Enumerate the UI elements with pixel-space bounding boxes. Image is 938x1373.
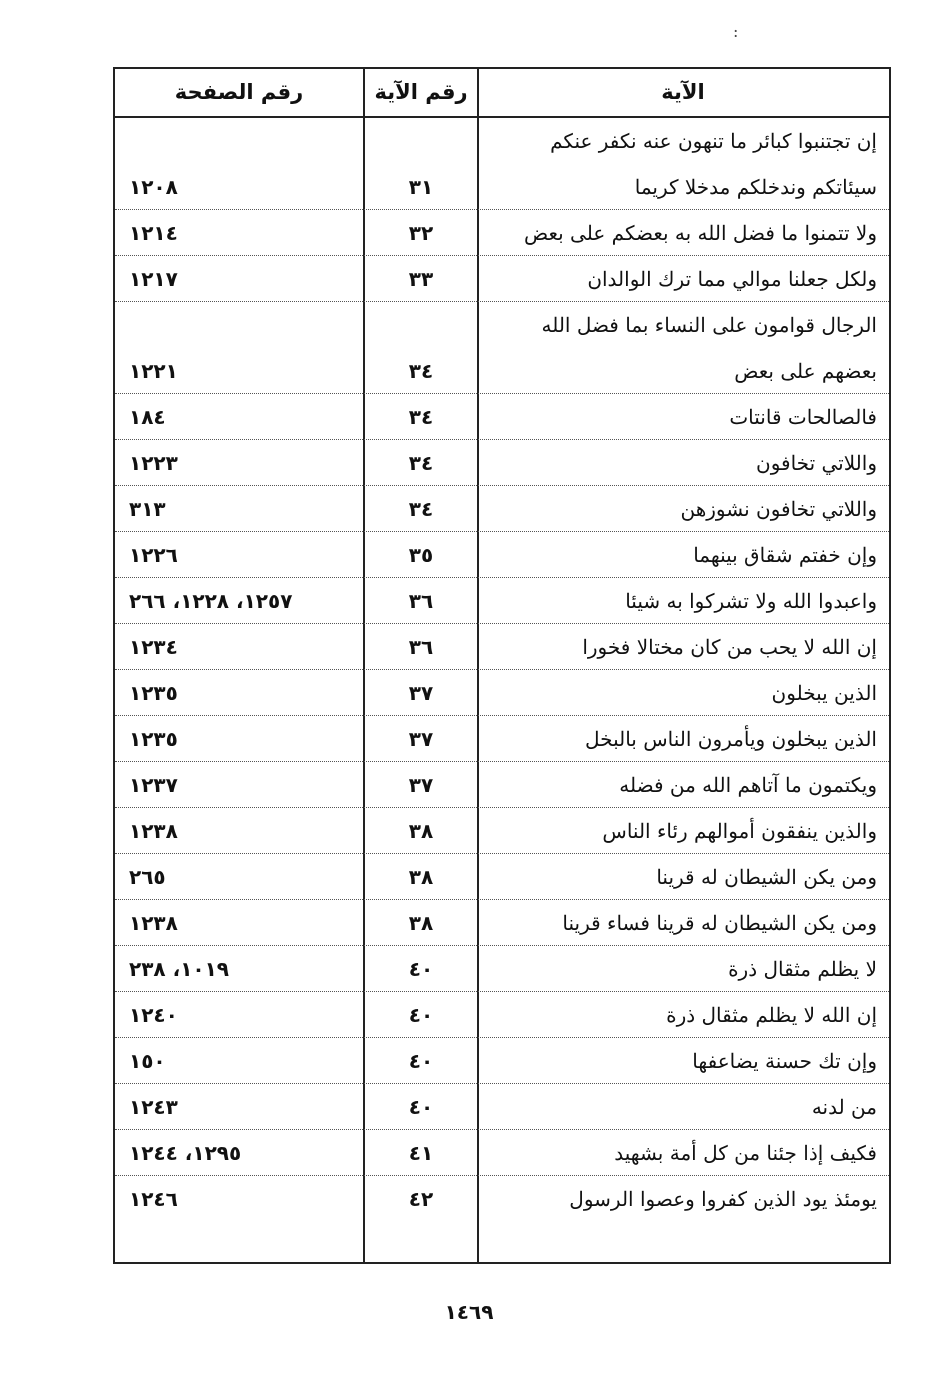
header-verse: الآية [661, 80, 705, 104]
table-row [115, 1038, 889, 1084]
verse-text: الذين يبخلون [771, 681, 877, 705]
page-reference: ١٢٢١ [129, 359, 178, 383]
page-reference: ١٢٢٣ [129, 451, 178, 475]
index-table [113, 67, 891, 1264]
page-reference: ١٢٥٧، ١٢٢٨، ٢٦٦ [129, 589, 293, 613]
verse-text: فكيف إذا جئنا من كل أمة بشهيد [614, 1141, 877, 1165]
verse-number: ٣٦ [408, 589, 434, 613]
page-reference: ١٢١٧ [129, 267, 178, 291]
page-reference: ١٢٩٥، ١٢٤٤ [129, 1141, 242, 1165]
verse-number: ٣٧ [408, 727, 434, 751]
table-row [115, 670, 889, 716]
verse-number: ٣٨ [408, 865, 434, 889]
page-reference: ٢٦٥ [129, 865, 166, 889]
verse-number: ٣٦ [408, 635, 434, 659]
page-reference: ١٢٣٨ [129, 819, 178, 843]
verse-number: ٣٤ [408, 359, 434, 383]
verse-text: واعبدوا الله ولا تشركوا به شيئا [625, 589, 877, 613]
verse-number: ٣٧ [408, 681, 434, 705]
table-row [115, 900, 889, 946]
verse-number: ٤١ [408, 1141, 434, 1165]
page-reference: ١٢٣٥ [129, 727, 178, 751]
page-reference: ١٨٤ [129, 405, 166, 429]
table-row [115, 808, 889, 854]
verse-text: ولكل جعلنا موالي مما ترك الوالدان [587, 267, 877, 291]
top-mark: : [733, 22, 739, 41]
table-header [115, 69, 889, 118]
verse-text: وإن تك حسنة يضاعفها [692, 1049, 877, 1073]
table-row [115, 992, 889, 1038]
verse-number: ٣١ [408, 175, 434, 199]
verse-text: إن تجتنبوا كبائر ما تنهون عنه نكفر عنكم [550, 129, 877, 153]
verse-number: ٣٧ [408, 773, 434, 797]
page-reference: ١٠١٩، ٢٣٨ [129, 957, 230, 981]
table-row [115, 118, 889, 210]
verse-text: سيئاتكم وندخلكم مدخلا كريما [634, 175, 877, 199]
table-row [115, 440, 889, 486]
verse-text: إن الله لا يحب من كان مختالا فخورا [582, 635, 877, 659]
verse-number: ٣٣ [408, 267, 434, 291]
verse-number: ٣٨ [408, 911, 434, 935]
verse-number: ٣٨ [408, 819, 434, 843]
table-row [115, 1176, 889, 1222]
verse-text: واللاتي تخافون [756, 451, 877, 475]
table-row [115, 946, 889, 992]
table-row [115, 762, 889, 808]
verse-text: الذين يبخلون ويأمرون الناس بالبخل [585, 727, 877, 751]
verse-text: بعضهم على بعض [734, 359, 877, 383]
verse-text: لا يظلم مثقال ذرة [728, 957, 877, 981]
page-reference: ١٢٣٧ [129, 773, 178, 797]
verse-text: ولا تتمنوا ما فضل الله به بعضكم على بعض [523, 221, 877, 245]
page-reference: ١٢٤٦ [129, 1187, 178, 1211]
page-reference: ١٢٣٥ [129, 681, 178, 705]
table-row [115, 624, 889, 670]
table-row [115, 578, 889, 624]
verse-number: ٤٠ [408, 1095, 434, 1119]
verse-text: وإن خفتم شقاق بينهما [693, 543, 877, 567]
table-row [115, 716, 889, 762]
table-row [115, 256, 889, 302]
verse-text: فالصالحات قانتات [729, 405, 877, 429]
verse-text: واللاتي تخافون نشوزهن [680, 497, 877, 521]
table-row [115, 1130, 889, 1176]
verse-number: ٤٢ [408, 1187, 434, 1211]
page-reference: ١٢٢٦ [129, 543, 178, 567]
table-row [115, 394, 889, 440]
table-row [115, 302, 889, 394]
page-reference: ١٢٤٣ [129, 1095, 178, 1119]
verse-text: ومن يكن الشيطان له قرينا فساء قرينا [562, 911, 877, 935]
page-reference: ١٢٣٨ [129, 911, 178, 935]
verse-number: ٣٥ [408, 543, 434, 567]
verse-number: ٣٢ [408, 221, 434, 245]
verse-text: يومئذ يود الذين كفروا وعصوا الرسول [569, 1187, 877, 1211]
page-number: ١٤٦٩ [444, 1300, 494, 1324]
verse-text: ويكتمون ما آتاهم الله من فضله [619, 773, 877, 797]
verse-text: والذين ينفقون أموالهم رئاء الناس [602, 819, 877, 843]
table-row [115, 1084, 889, 1130]
verse-number: ٣٤ [408, 451, 434, 475]
header-page-number: رقم الصفحة [174, 80, 304, 104]
table-row [115, 854, 889, 900]
verse-text: الرجال قوامون على النساء بما فضل الله [541, 313, 877, 337]
verse-number: ٤٠ [408, 957, 434, 981]
verse-number: ٣٤ [408, 497, 434, 521]
header-verse-number: رقم الآية [374, 80, 468, 104]
verse-number: ٤٠ [408, 1049, 434, 1073]
page-reference: ١٢١٤ [129, 221, 178, 245]
page-reference: ١٢٣٤ [129, 635, 178, 659]
table-row [115, 532, 889, 578]
verse-number: ٣٤ [408, 405, 434, 429]
page-reference: ١٢٤٠ [129, 1003, 178, 1027]
page-reference: ١٥٠ [129, 1049, 166, 1073]
table-row [115, 210, 889, 256]
table-row [115, 486, 889, 532]
verse-number: ٤٠ [408, 1003, 434, 1027]
verse-text: إن الله لا يظلم مثقال ذرة [666, 1003, 877, 1027]
verse-text: من لدنه [811, 1095, 877, 1119]
page-reference: ١٢٠٨ [129, 175, 178, 199]
page-reference: ٣١٣ [129, 497, 166, 521]
verse-text: ومن يكن الشيطان له قرينا [656, 865, 877, 889]
